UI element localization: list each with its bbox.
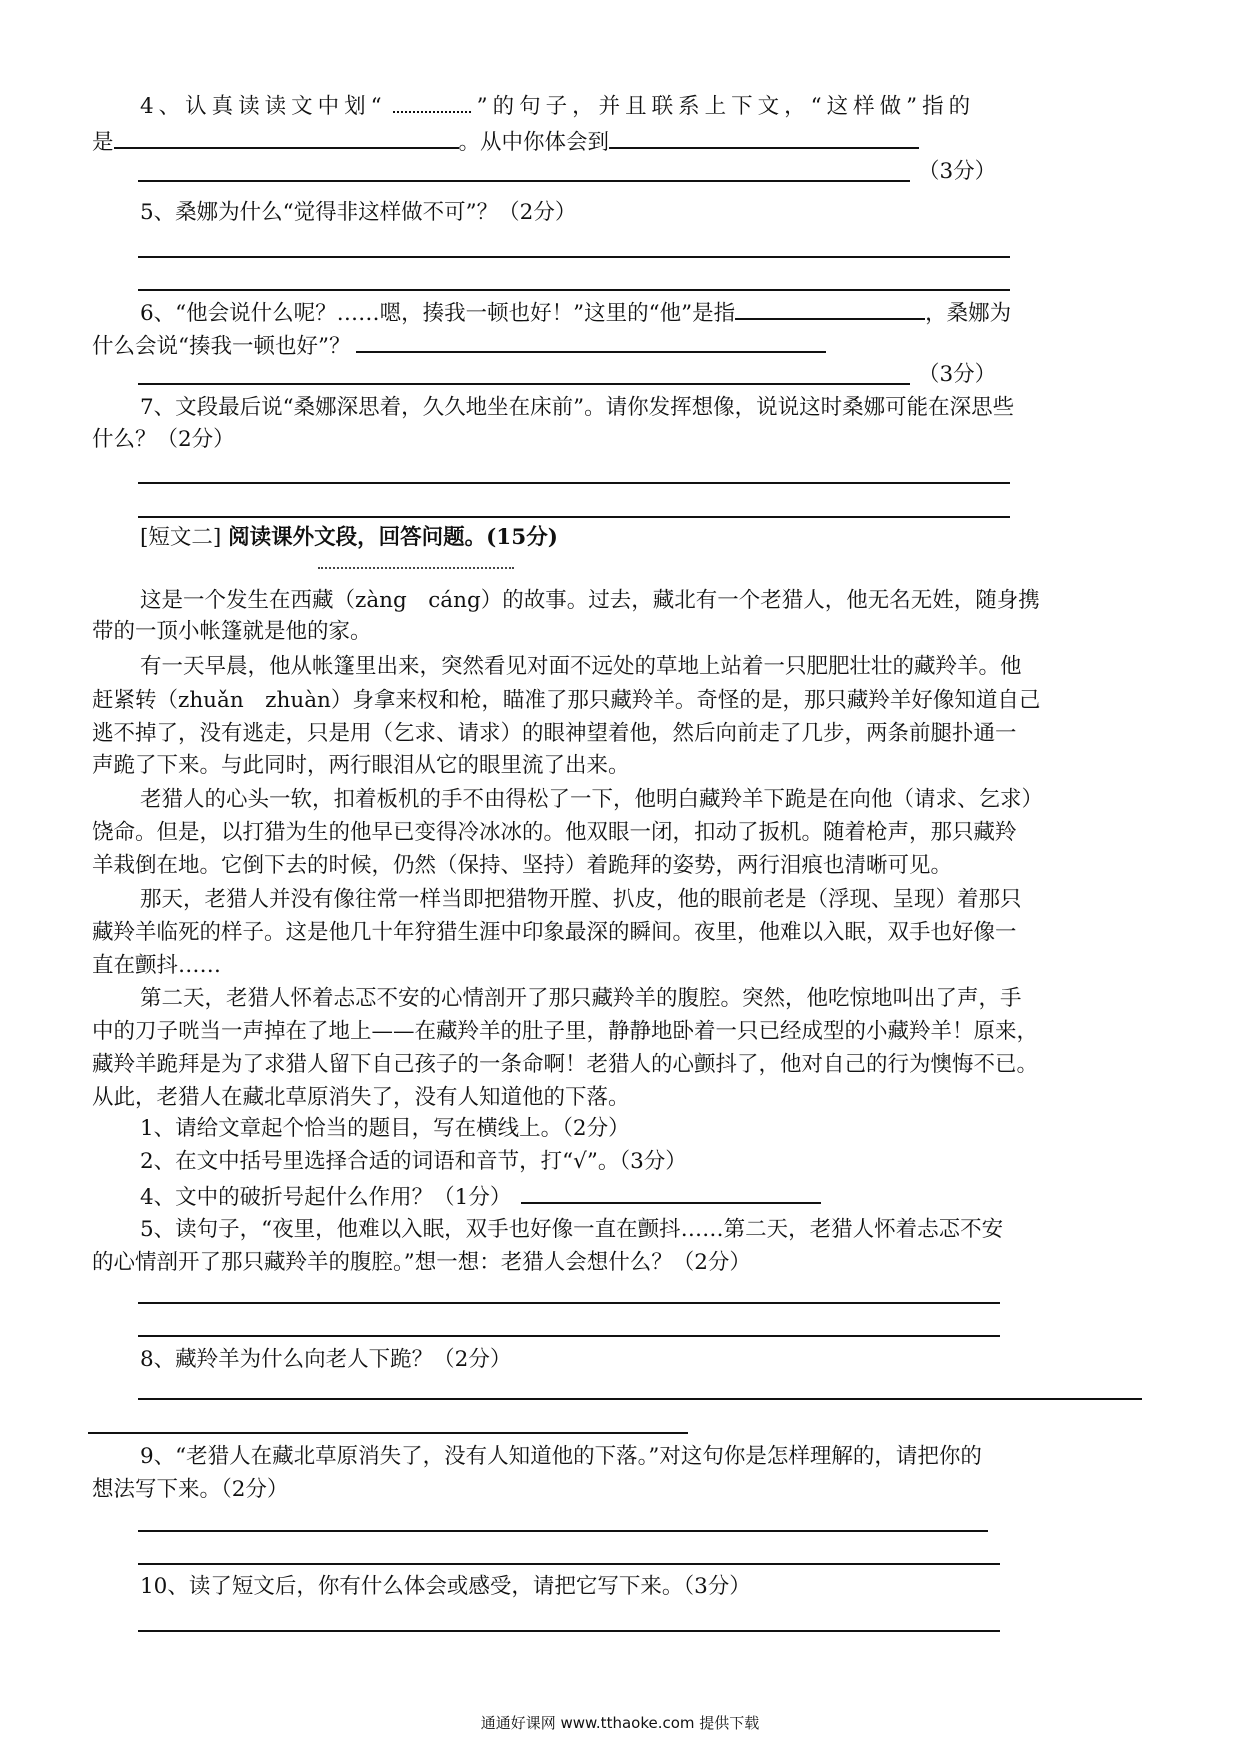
passage-line: 有一天早晨，他从帐篷里出来，突然看见对面不远处的草地上站着一只肥肥壮壮的藏羚羊。他 <box>140 654 1022 679</box>
passage-line: 第二天，老猎人怀着忐忑不安的心情剖开了那只藏羚羊的腹腔。突然，他吃惊地叫出了声，手 <box>140 986 1022 1011</box>
passage-line: 逃不掉了，没有逃走，只是用（乞求、请求）的眼神望着他，然后向前走了几步，两条前腿扑通一 <box>92 721 1017 746</box>
q4-answer-line[interactable] <box>138 180 910 182</box>
q7-line2: 什么？（2分） <box>92 427 235 452</box>
dotted-separator <box>318 567 514 569</box>
passage-line: 老猎人的心头一软，扣着板机的手不由得松了一下，他明白藏羚羊下跪是在向他（请求、乞求） <box>140 787 1044 812</box>
q7-answer-line-2[interactable] <box>138 516 1010 518</box>
section2-tag: [短文二] <box>140 525 222 550</box>
q6-line1 <box>140 296 1011 329</box>
q4-line2 <box>92 125 919 158</box>
question-5-answer-line-2[interactable] <box>138 1335 1000 1337</box>
passage-line: 直在颤抖…… <box>92 953 222 978</box>
q4-text-d: 。从中你体会到 <box>458 130 610 155</box>
q4-text-c: 是 <box>92 130 114 155</box>
q6-score: （3分） <box>918 362 997 387</box>
q4-answer-blank-1[interactable] <box>114 125 459 149</box>
q7-answer-line-1[interactable] <box>138 482 1010 484</box>
page-footer: 通通好课网 www.tthaoke.com 提供下载 <box>480 1714 760 1732</box>
q4-line1 <box>140 92 975 122</box>
passage-line: 这是一个发生在西藏（zàng cáng）的故事。过去，藏北有一个老猎人，他无名无姓，随身携 <box>140 588 1040 613</box>
question-2: 2、在文中括号里选择合适的词语和音节，打“√”。（3分） <box>140 1149 687 1174</box>
q6-answer-line[interactable] <box>138 383 910 385</box>
passage-line: 声跪了下来。与此同时，两行眼泪从它的眼里流了出来。 <box>92 753 630 778</box>
question-8-answer-line-2[interactable] <box>88 1432 688 1434</box>
q6-answer-blank-1[interactable] <box>735 296 925 320</box>
q4-answer-blank-2[interactable] <box>609 125 919 149</box>
q4-score: （3分） <box>918 159 997 184</box>
passage-line: 从此，老猎人在藏北草原消失了，没有人知道他的下落。 <box>92 1085 630 1110</box>
question-4: 4、文中的破折号起什么作用？（1分） <box>140 1185 512 1210</box>
question-9-answer-line-2[interactable] <box>138 1563 1000 1565</box>
passage-line: 藏羚羊临死的样子。这是他几十年狩猎生涯中印象最深的瞬间。夜里，他难以入眠，双手也好像一 <box>92 920 1017 945</box>
q6-text-c: 什么会说“揍我一顿也好”？ <box>92 334 351 359</box>
question-9-line2: 想法写下来。（2分） <box>92 1477 289 1502</box>
passage-line: 中的刀子咣当一声掉在了地上——在藏羚羊的肚子里，静静地卧着一只已经成型的小藏羚羊！原来， <box>92 1019 1039 1044</box>
question-10-answer-line[interactable] <box>138 1630 1000 1632</box>
q6-answer-blank-2[interactable] <box>356 329 826 353</box>
question-9-answer-line-1[interactable] <box>138 1530 988 1532</box>
question-8: 8、藏羚羊为什么向老人下跪？（2分） <box>140 1347 512 1372</box>
q5-answer-line-2[interactable] <box>138 289 1010 291</box>
section2-header <box>140 523 558 553</box>
question-5-line1: 5、读句子，“夜里，他难以入眠，双手也好像一直在颤抖……第二天，老猎人怀着忐忑不安 <box>140 1217 1004 1242</box>
q7-line1: 7、文段最后说“桑娜深思着，久久地坐在床前”。请你发挥想像，说说这时桑娜可能在深思些 <box>140 395 1015 420</box>
question-4-answer-blank[interactable] <box>521 1180 821 1204</box>
q6-text-a: 6、“他会说什么呢？……嗯，揍我一顿也好！”这里的“他”是指 <box>140 301 736 326</box>
passage-line: 饶命。但是，以打猎为生的他早已变得冷冰冰的。他双眼一闭，扣动了扳机。随着枪声，那只藏羚 <box>92 820 1017 845</box>
wavy-underline-sample <box>393 101 471 113</box>
passage-line: 带的一顶小帐篷就是他的家。 <box>92 619 372 644</box>
question-5-line2: 的心情剖开了那只藏羚羊的腹腔。”想一想：老猎人会想什么？（2分） <box>92 1250 751 1275</box>
passage-line: 羊栽倒在地。它倒下去的时候，仍然（保持、坚持）着跪拜的姿势，两行泪痕也清晰可见。 <box>92 853 953 878</box>
q6-text-b: ，桑娜为 <box>925 301 1012 326</box>
section2-title: 阅读课外文段，回答问题。(15分) <box>228 525 558 550</box>
q5-answer-line-1[interactable] <box>138 256 1010 258</box>
passage-line: 赶紧转（zhuǎn zhuàn）身拿来杈和枪，瞄准了那只藏羚羊。奇怪的是，那只藏羚羊好像知道自己 <box>92 688 1041 713</box>
question-9-line1: 9、“老猎人在藏北草原消失了，没有人知道他的下落。”对这句你是怎样理解的，请把你的 <box>140 1444 982 1469</box>
question-4-row <box>140 1180 821 1213</box>
question-8-answer-line-1[interactable] <box>138 1398 1142 1400</box>
q4-text-a: 4、认真读读文中划“ <box>140 94 387 119</box>
passage-line: 那天，老猎人并没有像往常一样当即把猎物开膛、扒皮，他的眼前老是（浮现、呈现）着那只 <box>140 887 1022 912</box>
q5-question: 5、桑娜为什么“觉得非这样做不可”？（2分） <box>140 200 577 225</box>
question-10: 10、读了短文后，你有什么体会或感受，请把它写下来。（3分） <box>140 1574 751 1599</box>
q6-line2 <box>92 329 826 362</box>
passage-line: 藏羚羊跪拜是为了求猎人留下自己孩子的一条命啊！老猎人的心颤抖了，他对自己的行为懊悔不已。 <box>92 1052 1039 1077</box>
question-1: 1、请给文章起个恰当的题目，写在横线上。（2分） <box>140 1116 630 1141</box>
q4-text-b: ”的句子，并且联系上下文，“这样做”指的 <box>476 94 976 119</box>
question-5-answer-line-1[interactable] <box>138 1302 1000 1304</box>
